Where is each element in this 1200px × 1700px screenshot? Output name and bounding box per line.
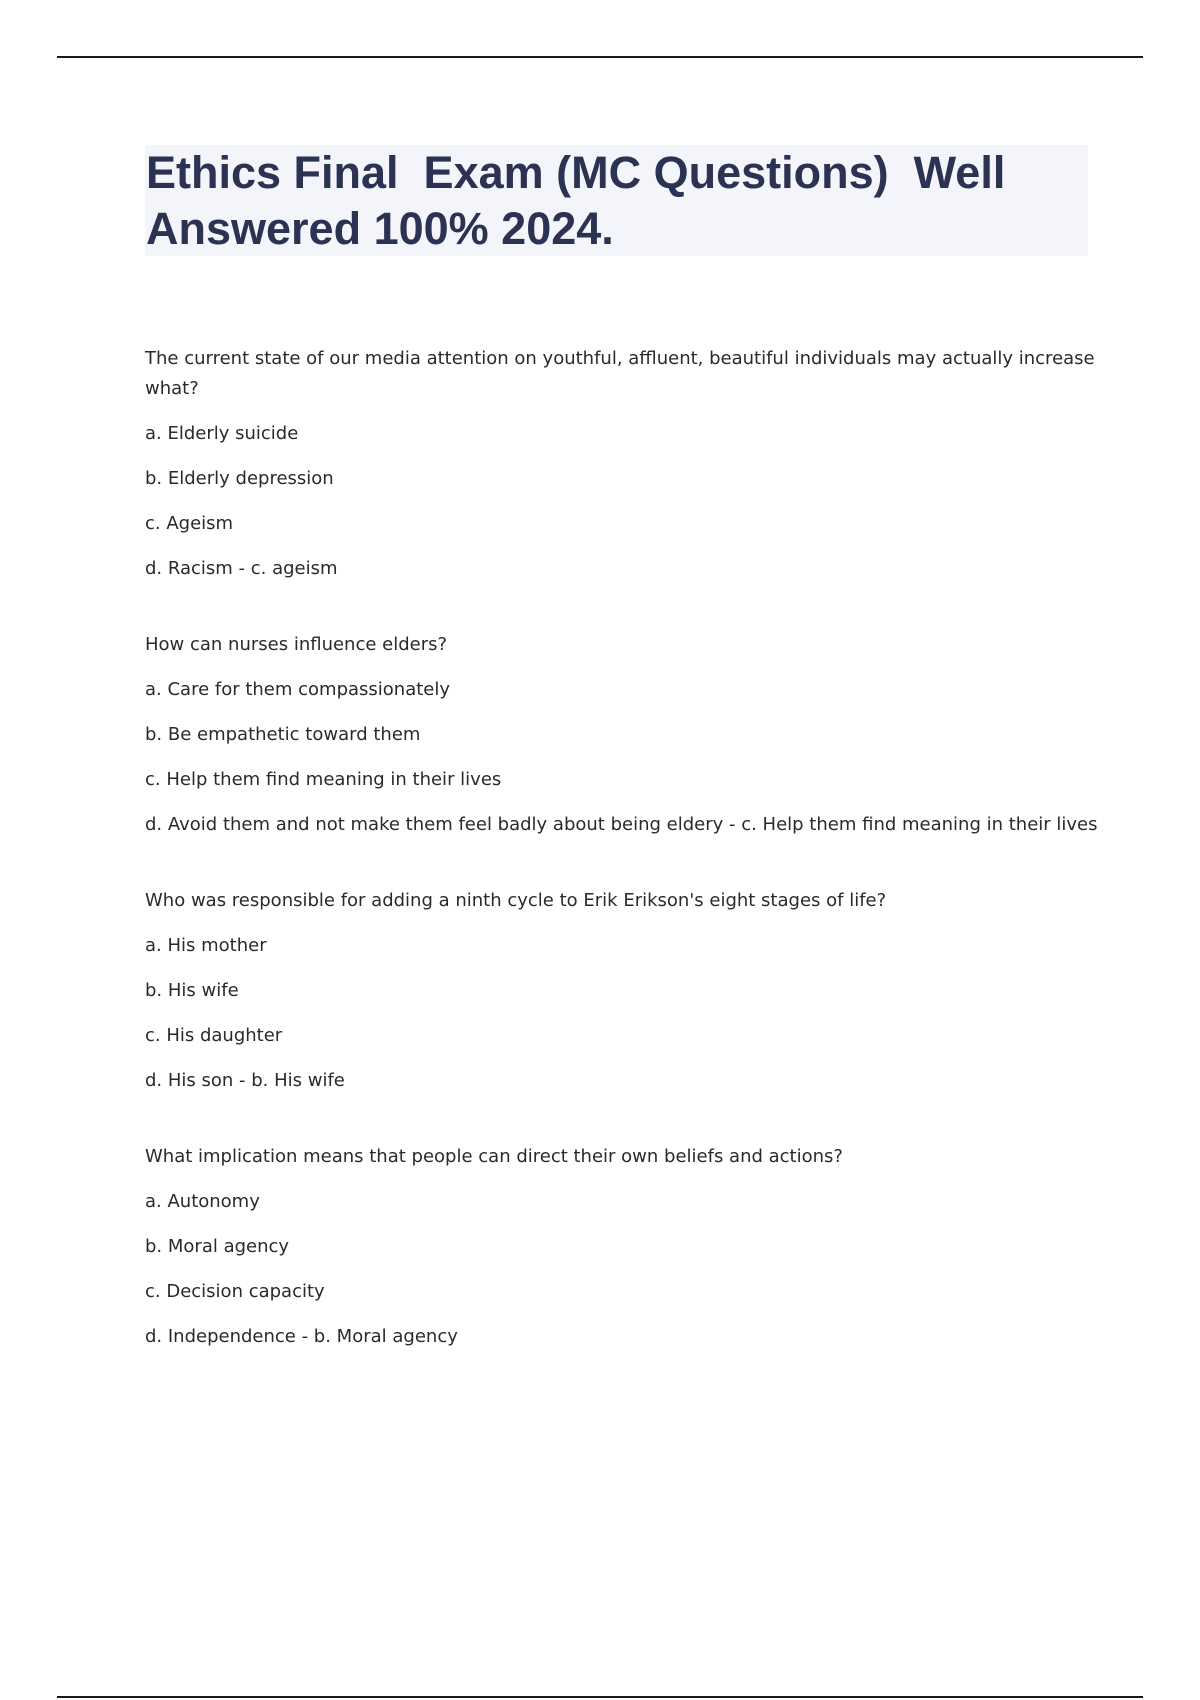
option-d-answer: d. Avoid them and not make them feel badly about being eldery - c. Help them find meaning in their lives [145,814,1098,835]
option-a: a. His mother [145,935,267,956]
option-b: b. Moral agency [145,1236,290,1257]
option-c: c. Help them find meaning in their lives [145,769,502,790]
option-c: c. Decision capacity [145,1281,325,1302]
document-title: Ethics Final Exam (MC Questions) Well Answered 100% 2024. [146,147,1017,254]
question-1 [145,344,1095,584]
option-d-answer: d. Racism - c. ageism [145,558,338,579]
question-text: The current state of our media attention on youthful, affluent, beautiful individuals may actually increase what? [145,348,1095,399]
question-2 [145,630,1098,840]
option-d-answer: d. His son - b. His wife [145,1070,345,1091]
option-a: a. Autonomy [145,1191,260,1212]
option-c: c. Ageism [145,513,234,534]
question-3 [145,886,1095,1096]
option-b: b. Be empathetic toward them [145,724,421,745]
option-d-answer: d. Independence - b. Moral agency [145,1326,458,1347]
question-4 [145,1142,1095,1352]
question-text: What implication means that people can direct their own beliefs and actions? [145,1146,843,1167]
option-c: c. His daughter [145,1025,283,1046]
question-text: How can nurses influence elders? [145,634,448,655]
question-list [145,344,1098,1398]
bottom-rule [57,1696,1143,1698]
option-a: a. Care for them compassionately [145,679,451,700]
option-a: a. Elderly suicide [145,423,299,444]
option-b: b. Elderly depression [145,468,334,489]
option-b: b. His wife [145,980,239,1001]
top-rule [57,56,1143,58]
question-text: Who was responsible for adding a ninth cycle to Erik Erikson's eight stages of life? [145,890,887,911]
